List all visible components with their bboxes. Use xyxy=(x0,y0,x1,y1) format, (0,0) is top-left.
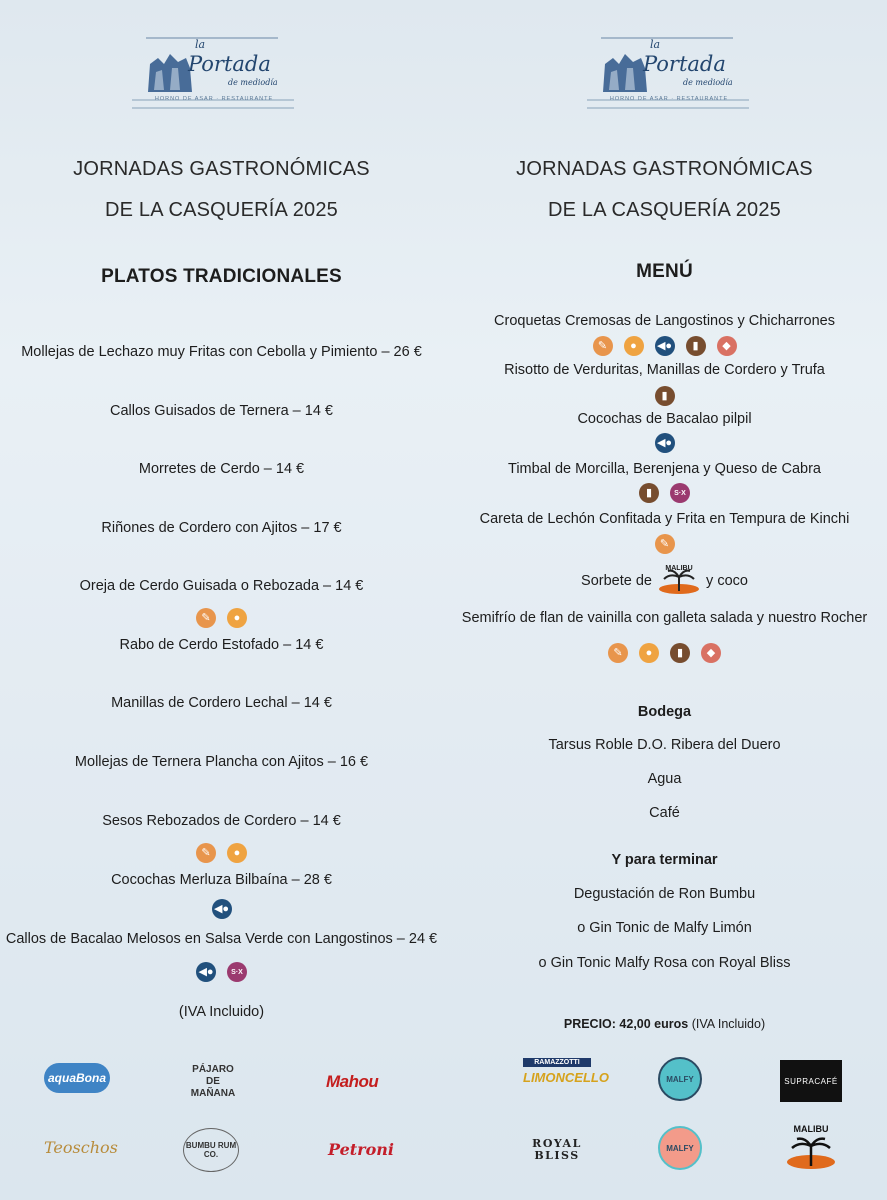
allergen-icons xyxy=(443,433,886,453)
sulfites-icon: S·X xyxy=(670,483,690,503)
event-title-line-2: DE LA CASQUERÍA 2025 xyxy=(104,199,338,221)
menu-item: Oreja de Cerdo Guisada o Rebozada – 14 € xyxy=(79,578,364,594)
logo-article: la xyxy=(195,38,206,51)
menu-item: Cocochas Merluza Bilbaína – 28 € xyxy=(111,872,332,888)
limoncello-wordmark: LIMONCELLO xyxy=(523,1070,609,1085)
gluten-icon: ✎ xyxy=(655,534,675,554)
menu-item: Mollejas de Ternera Plancha con Ajitos – 16 € xyxy=(74,754,369,770)
menu-item: Croquetas Cremosas de Langostinos y Chicharrones xyxy=(494,313,835,329)
finish-item: o Gin Tonic Malfy Rosa con Royal Bliss xyxy=(538,955,791,971)
event-title-line-1: JORNADAS GASTRONÓMICAS xyxy=(516,158,813,180)
menu-item: Manillas de Cordero Lechal – 14 € xyxy=(111,695,332,711)
milk-icon: ▮ xyxy=(686,336,706,356)
sponsor-logo-limoncello xyxy=(523,1058,609,1085)
logo-subtitle: HORNO DE ASAR · RESTAURANTE xyxy=(609,96,729,102)
sponsor-logo-teoschos: Teoschos xyxy=(44,1138,118,1157)
sponsor-logo-aquabona: aquaBona xyxy=(44,1063,110,1093)
logo-wordmark: Portada xyxy=(188,52,271,76)
menu-item: Riñones de Cordero con Ajitos – 17 € xyxy=(101,520,342,536)
allergen-icons xyxy=(0,608,443,628)
menu-item: Mollejas de Lechazo muy Fritas con Cebolla y Pimiento – 26 € xyxy=(21,344,422,360)
restaurant-logo xyxy=(128,34,298,114)
sponsor-logo-pajaro-de-manana: PÁJARO DE MAÑANA xyxy=(190,1064,236,1099)
sponsor-logo-malfy: MALFY xyxy=(658,1057,702,1101)
allergen-icons xyxy=(0,962,443,982)
logo-tagline: de mediodía xyxy=(683,78,733,87)
menu-item: Sesos Rebozados de Cordero – 14 € xyxy=(102,813,341,829)
sulfites-icon: S·X xyxy=(227,962,247,982)
sponsor-logo-malibu xyxy=(783,1124,839,1172)
logo-tagline: de mediodía xyxy=(228,78,278,87)
allergen-icons xyxy=(443,483,886,503)
menu-item: Callos de Bacalao Melosos en Salsa Verde con Langostinos – 24 € xyxy=(5,931,438,947)
price-line xyxy=(443,1017,886,1031)
sponsor-logo-malfy-rosa: MALFY xyxy=(658,1126,702,1170)
fish-icon: ◀● xyxy=(196,962,216,982)
gluten-icon: ✎ xyxy=(593,336,613,356)
sorbet-text-before: Sorbete de xyxy=(581,572,652,589)
palm-tree-icon xyxy=(783,1134,839,1170)
allergen-icons xyxy=(443,643,886,663)
menu-item: Callos Guisados de Ternera – 14 € xyxy=(109,403,333,419)
sorbet-line xyxy=(443,567,886,595)
malibu-inline-logo xyxy=(656,567,702,595)
milk-icon: ▮ xyxy=(670,643,690,663)
allergen-icons xyxy=(0,899,443,919)
menu-item: Timbal de Morcilla, Berenjena y Queso de Cabra xyxy=(508,461,821,477)
finish-item: Degustación de Ron Bumbu xyxy=(573,886,756,902)
crustacean-icon: ◆ xyxy=(701,643,721,663)
gluten-icon: ✎ xyxy=(196,843,216,863)
fish-icon: ◀● xyxy=(212,899,232,919)
egg-icon: ● xyxy=(227,843,247,863)
egg-icon: ● xyxy=(639,643,659,663)
wine-item: Tarsus Roble D.O. Ribera del Duero xyxy=(548,737,781,753)
traditional-dishes-page xyxy=(0,0,443,1200)
section-title: PLATOS TRADICIONALES xyxy=(101,266,342,287)
menu-item: Morretes de Cerdo – 14 € xyxy=(138,461,305,477)
menu-item: Careta de Lechón Confitada y Frita en Tempura de Kinchi xyxy=(479,511,850,527)
drink-item: Café xyxy=(649,805,680,821)
allergen-icons xyxy=(0,843,443,863)
price-note: (IVA Incluido) xyxy=(691,1017,766,1031)
finish-item: o Gin Tonic de Malfy Limón xyxy=(577,920,752,936)
logo-subtitle: HORNO DE ASAR · RESTAURANTE xyxy=(154,96,274,102)
egg-icon: ● xyxy=(227,608,247,628)
bodega-title: Bodega xyxy=(637,704,692,720)
crustacean-icon: ◆ xyxy=(717,336,737,356)
milk-icon: ▮ xyxy=(639,483,659,503)
malibu-wordmark: MALIBU xyxy=(793,1124,829,1134)
logo-article: la xyxy=(650,38,661,51)
fish-icon: ◀● xyxy=(655,336,675,356)
price-label: PRECIO: 42,00 euros xyxy=(563,1017,689,1031)
event-title-line-1: JORNADAS GASTRONÓMICAS xyxy=(73,158,370,180)
menu-item: Risotto de Verduritas, Manillas de Cordero y Trufa xyxy=(504,362,825,378)
sponsor-logo-royal-bliss: ROYAL BLISS xyxy=(532,1137,582,1162)
sponsor-logo-bumbu: BUMBU RUM CO. xyxy=(183,1128,239,1172)
fish-icon: ◀● xyxy=(655,433,675,453)
sponsor-logo-supracafe: SUPRACAFÉ xyxy=(780,1060,842,1102)
tasting-menu-page xyxy=(443,0,886,1200)
logo-wordmark: Portada xyxy=(643,52,726,76)
malibu-word: MALIBU xyxy=(665,565,693,572)
milk-icon: ▮ xyxy=(655,386,675,406)
sponsor-logo-mahou: Mahou xyxy=(326,1072,379,1091)
egg-icon: ● xyxy=(624,336,644,356)
sponsor-logo-petroni: Petroni xyxy=(328,1140,394,1159)
section-title: MENÚ xyxy=(636,261,693,282)
menu-item: Cocochas de Bacalao pilpil xyxy=(577,411,752,427)
drink-item: Agua xyxy=(647,771,682,787)
allergen-icons xyxy=(443,534,886,554)
gluten-icon: ✎ xyxy=(196,608,216,628)
restaurant-logo xyxy=(583,34,753,114)
allergen-icons xyxy=(443,336,886,356)
event-title-line-2: DE LA CASQUERÍA 2025 xyxy=(547,199,781,221)
menu-item: Rabo de Cerdo Estofado – 14 € xyxy=(119,637,324,653)
allergen-icons xyxy=(443,386,886,406)
tax-note: (IVA Incluido) xyxy=(178,1004,265,1020)
menu-item: Semifrío de flan de vainilla con galleta salada y nuestro Rocher xyxy=(461,610,868,626)
gluten-icon: ✎ xyxy=(608,643,628,663)
sorbet-text-after: y coco xyxy=(706,572,748,589)
ramazzotti-wordmark: RAMAZZOTTI xyxy=(523,1058,591,1067)
finish-title: Y para terminar xyxy=(611,852,718,868)
